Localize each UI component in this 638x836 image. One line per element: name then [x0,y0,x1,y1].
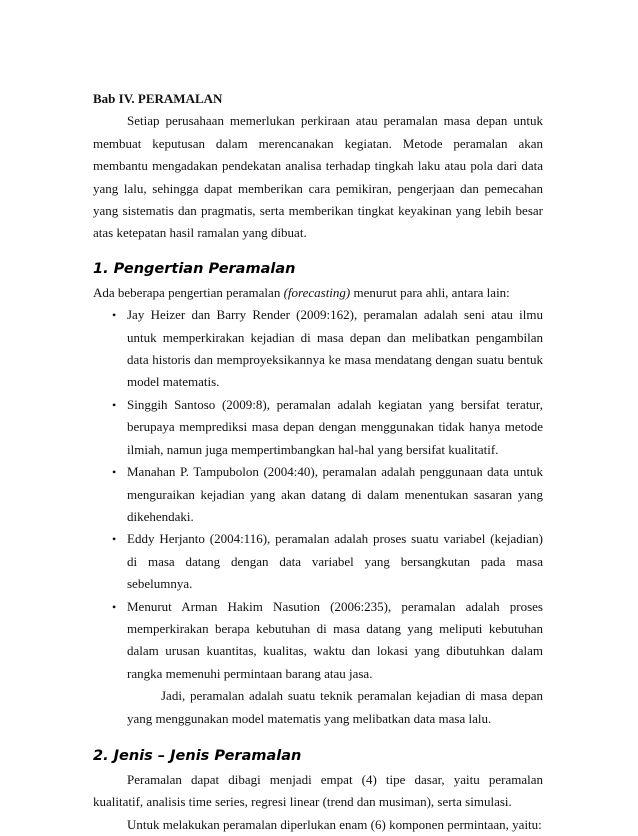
definitions-list [93,304,543,685]
section-1-conclusion: Jadi, peramalan adalah suatu teknik peramalan kejadian di masa depan yang menggunakan model matematis yang melibatkan data masa lalu. [127,688,543,726]
list-item [93,461,543,528]
list-item [93,528,543,595]
list-item-text: Singgih Santoso (2009:8), peramalan adalah kegiatan yang bersifat teratur, berupaya memprediksi masa depan dengan menggunakan tidak hanya metode ilmiah, namun juga mempertimbangkan hal-hal yang bersifat kualitatif. [127,396,543,457]
list-item-text: Menurut Arman Hakim Nasution (2006:235), peramalan adalah proses memperkirakan berapa kebutuhan di masa datang yang meliputi kebutuhan dalam urusan kuantitas, kualitas, waktu dan lokasi yang dibutuhkan dalam rangka memenuhi permintaan barang atau jasa. [127,598,543,681]
chapter-title: Bab IV. PERAMALAN [93,91,223,106]
bullet-icon: • [112,599,117,614]
section-1-lead-end: menurut para ahli, antara lain: [350,284,510,300]
bullet-icon: • [112,397,117,412]
list-item-text: Jay Heizer dan Barry Render (2009:162), peramalan adalah seni atau ilmu untuk memperkirakan kejadian di masa depan dan melibatkan pengambilan data historis dan memproyeksikannya ke masa mendatang dengan suatu bentuk model matematis. [127,307,543,390]
section-1-lead [93,282,543,304]
bullet-icon: • [112,532,117,547]
list-item [93,394,543,461]
page-content [93,88,543,836]
chapter-intro-paragraph: Setiap perusahaan memerlukan perkiraan atau peramalan masa depan untuk membuat keputusan dalam merencanakan kegiatan. Metode peramalan akan membantu mengadakan pendekatan analisa terhadap tingkah laku atau pola dari data yang lalu, sehingga dapat memberikan cara pemikiran, pengerjaan dan pemecahan yang sistematis dan pragmatis, serta memberikan tingkat keyakinan yang lebih besar atas ketepatan hasil ramalan yang dibuat. [93,113,543,241]
list-item [93,304,543,394]
section-1-heading: 1. Pengertian Peramalan [93,260,296,277]
section-1-lead-term: (forecasting) [283,284,351,300]
list-item [93,596,543,686]
bullet-icon: • [112,465,117,480]
list-item-text: Manahan P. Tampubolon (2004:40), peramalan adalah penggunaan data untuk menguraikan kejadian yang akan datang di dalam menentukan sasaran yang dikehendaki. [127,464,543,524]
list-item-text: Eddy Herjanto (2004:116), peramalan adalah proses suatu variabel (kejadian) di masa datang dengan data variabel yang bersangkutan pada masa sebelumnya. [127,531,543,592]
section-2-paragraph-2: Untuk melakukan peramalan diperlukan enam (6) komponen permintaan, yaitu: [127,816,542,832]
section-1-lead-text: Ada beberapa pengertian peramalan [93,284,284,300]
section-2-paragraph-1: Peramalan dapat dibagi menjadi empat (4) tipe dasar, yaitu peramalan kualitatif, analisis time series, regresi linear (trend dan musiman), serta simulasi. [93,771,543,810]
section-2-heading: 2. Jenis – Jenis Peramalan [93,747,302,764]
bullet-icon: • [112,308,117,323]
